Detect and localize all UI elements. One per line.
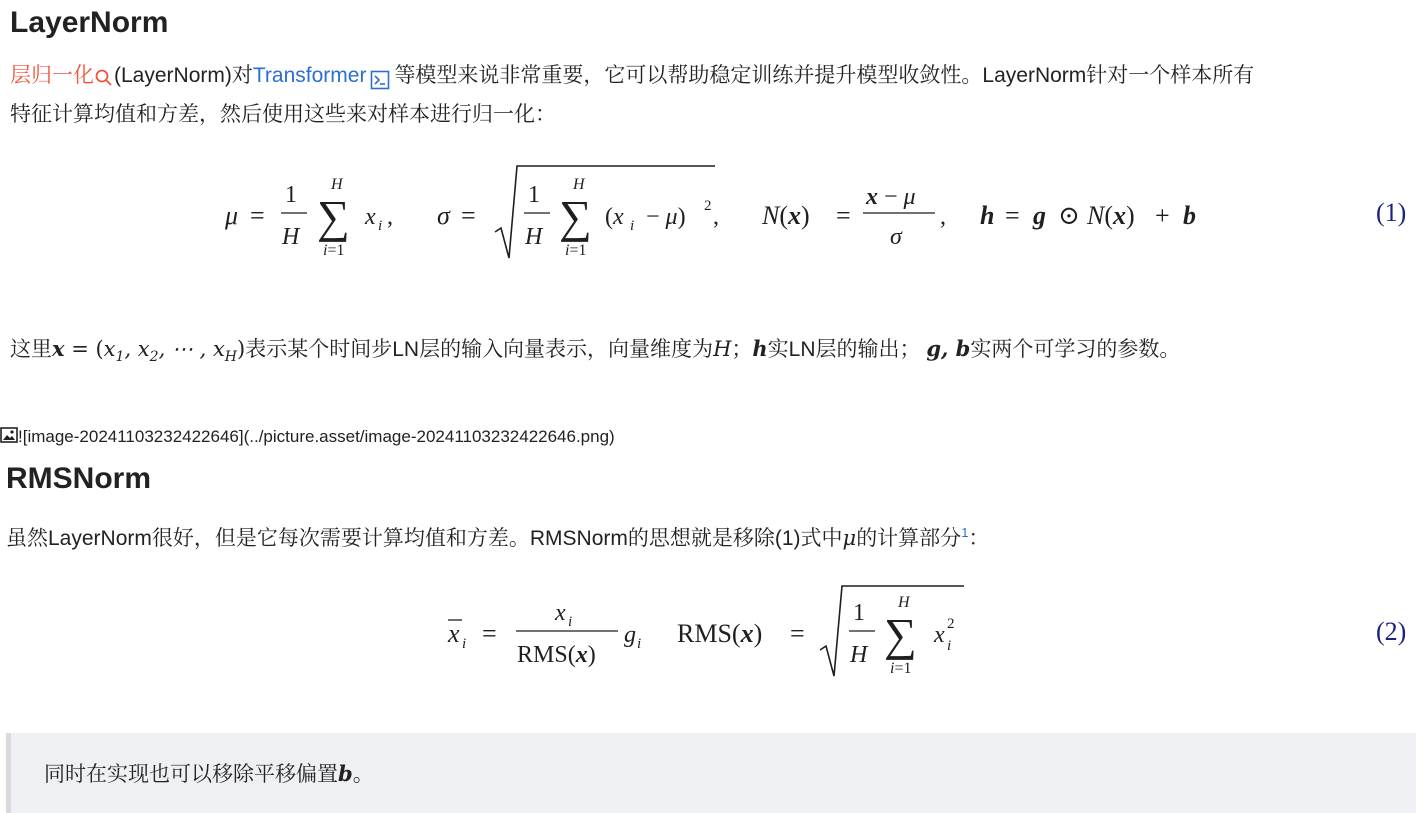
svg-text:N(x): N(x) xyxy=(762,201,810,230)
blockquote-text: 同时在实现也可以移除平移偏置b。 xyxy=(44,761,374,786)
blockquote xyxy=(6,733,1416,813)
svg-text:∑: ∑ xyxy=(317,191,350,242)
image-icon xyxy=(0,427,18,448)
svg-text:i: i xyxy=(568,614,573,630)
svg-text:i: i xyxy=(462,636,467,652)
svg-text:1: 1 xyxy=(853,600,865,626)
svg-text:x: x xyxy=(555,600,566,626)
equation-2 xyxy=(440,580,980,685)
svg-text:μ: μ xyxy=(225,201,239,230)
svg-text:H: H xyxy=(525,224,543,250)
svg-text:,: , xyxy=(713,204,719,230)
svg-text:∑: ∑ xyxy=(559,191,592,242)
svg-text:b: b xyxy=(1183,201,1196,230)
svg-text:=: = xyxy=(250,201,265,230)
svg-text:i: i xyxy=(947,638,952,654)
svg-text:i=1: i=1 xyxy=(890,660,912,677)
svg-text:RMS(x): RMS(x) xyxy=(677,619,763,648)
intro-paragraph-line1: 层归一化 (LayerNorm)对Transformer 等模型来说非常重要，它可以帮助稳定训练并提升模型收敛性。LayerNorm针对一个样本所有 xyxy=(10,57,1254,103)
svg-text:∑: ∑ xyxy=(884,609,917,660)
svg-text:,: , xyxy=(387,204,393,230)
svg-text:H: H xyxy=(850,642,868,668)
svg-text:1: 1 xyxy=(285,182,297,208)
svg-text:=: = xyxy=(461,201,476,230)
svg-text:σ: σ xyxy=(890,224,902,250)
svg-text:=: = xyxy=(836,201,851,230)
svg-text:g: g xyxy=(1033,201,1046,230)
svg-text:=: = xyxy=(482,619,497,648)
svg-text:2: 2 xyxy=(704,198,712,214)
svg-text:x − μ: x − μ xyxy=(866,184,916,210)
svg-text:H: H xyxy=(573,176,585,193)
variables-paragraph: 这里$x = (x_1$, $x_2$, ⋯ , $x_H$)表示某个时间步LN层的输入向量表示，向量维度为H；h实LN层的输出； g, b实两个可学习的参数。 xyxy=(10,336,1181,366)
svg-text:⊙: ⊙ xyxy=(1058,201,1080,230)
svg-text:g: g xyxy=(624,622,636,648)
equation-1 xyxy=(215,162,1215,267)
svg-text:RMS(x): RMS(x) xyxy=(517,642,596,668)
svg-text:i=1: i=1 xyxy=(565,242,587,259)
svg-text:− μ): − μ) xyxy=(646,204,686,230)
svg-text:x: x xyxy=(448,619,460,648)
svg-text:x: x xyxy=(365,204,376,230)
svg-text:(x: (x xyxy=(605,204,624,230)
footnote-link[interactable]: 1 xyxy=(961,525,969,540)
svg-text:x: x xyxy=(934,622,945,648)
intro-paragraph-line2: 特征计算均值和方差，然后使用这些来对样本进行归一化： xyxy=(10,103,556,126)
equation-number-1: (1) xyxy=(1376,198,1407,227)
svg-text:i: i xyxy=(378,218,383,234)
equation-number-2: (2) xyxy=(1376,617,1407,646)
svg-text:=: = xyxy=(790,619,805,648)
broken-image-placeholder: ![image-20241103232422646](../picture.asset/image-20241103232422646.png) xyxy=(0,427,615,448)
svg-text:i: i xyxy=(630,218,635,234)
svg-text:H: H xyxy=(898,594,910,611)
svg-text:H: H xyxy=(331,176,343,193)
svg-text:σ: σ xyxy=(437,201,450,230)
svg-text:h: h xyxy=(980,201,995,230)
svg-text:,: , xyxy=(940,204,946,230)
svg-text:+: + xyxy=(1155,201,1170,230)
rmsnorm-paragraph: 虽然LayerNorm很好，但是它每次需要计算均值和方差。RMSNorm的思想就是移除(1)式中μ的计算部分$^1$： xyxy=(6,525,990,550)
section-heading-layernorm: LayerNorm xyxy=(10,6,169,39)
link-transformer[interactable]: Transformer xyxy=(252,64,367,87)
svg-text:2: 2 xyxy=(947,616,955,632)
svg-text:i: i xyxy=(637,636,642,652)
svg-text:H: H xyxy=(282,224,300,250)
svg-text:=: = xyxy=(1005,201,1020,230)
svg-text:i=1: i=1 xyxy=(323,242,345,259)
svg-text:1: 1 xyxy=(528,182,540,208)
link-layer-norm[interactable]: 层归一化 xyxy=(10,64,94,87)
section-heading-rmsnorm: RMSNorm xyxy=(6,462,152,495)
svg-text:N(x): N(x) xyxy=(1087,201,1135,230)
